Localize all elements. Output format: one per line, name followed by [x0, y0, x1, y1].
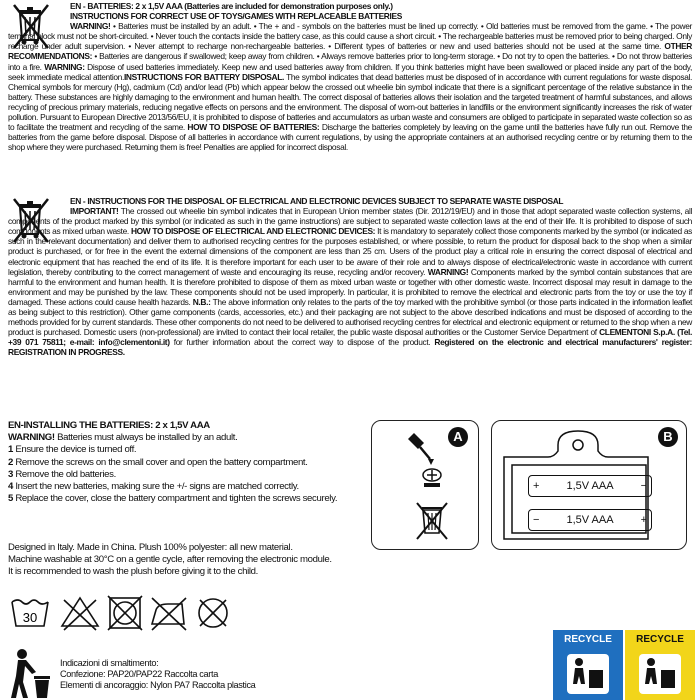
- recycle-figure-icon: [553, 648, 623, 700]
- weee-body: IMPORTANT! The crossed out wheelie bin symbol indicates that in European Union member states (Dir. 2012/19/EU) and in those that adopt separated waste collection systems, all components of the product marked by this symbol (or indicated as such in the game instructions) are subject to separated waste collection laws at the end of their life. It is prohibited to dispose of such components as mixed urban waste. HOW TO DISPOSE OF ELECTRICAL AND ELECTRONIC DEVICES: It is mandatory to separately collect those components marked by the symbol (or indicated as such in the relevant documentation) and deliver them to authorised recycling centres for the purposes established, or where possible, to return the product for disposal back to the shop when a similar product is purchased, or for free in the event the external dimensions of the component are less than 25 cm. Users of the product play a critical role in ensuring the correct disposal of electrical and electronic equipment that has reached the end of its life. It is therefore important for each user to be aware of their role and to always dispose of electrical/electronic waste in accordance with current legislation, thereby contributing to the correct management of waste and encouraging its reuse, recycling and/or recovery. WARNING! Components marked by the symbol contain substances that are harmful to the environment and human health. It is therefore prohibited to dispose of them as mixed urban waste or together with other domestic waste. Incorrect disposal may result in damage to the environment and may be punished by the law. These components should not be used improperly. In particular, it is prohibited to remove the electrical and electronic parts from the toy or use the toy if damaged. These actions could cause health hazards. N.B.: The above information only relates to the parts of the toy marked with the prohibitive symbol (or those parts indicated in the information leaflet as being subject to this restriction). Other game components (cards, accessories, etc.) and their packaging are not subject to the above described indications and must be disposed of according to the methods provided for by current standards. These other components do not need to be delivered to authorised recycling centres for electrical and electronic equipment or returned to the shop when a new product is purchased. Domestic users (non-professional) are invited to contact their local retailer, the public waste disposal authorities or the Customer Service Department of CLEMENTONI S.p.A. (Tel. +39 071 75811; e-mail: info@clementoni.it) for further information about the correct way to dispose of the product. Registered on the electronic and electrical manufacturers' register: REGISTRATION IN PROGRESS.: [8, 206, 693, 358]
- no-iron-icon: [152, 598, 186, 630]
- battery-body: WARNING! • Batteries must be installed by an adult. • The + and - symbols on the batteries must be lined up correctly. • Old batteries must be removed from the game. • The power terminal block must not be short-circuited. • Never touch the contacts inside the battery case, as this could cause a short circuit. • The rechargeable batteries must be removed prior to being charged. Only recharge under adult supervision. • Never attempt to recharge non-rechargeable batteries. • Different types of batteries or new and used batteries should not be used at the same time. OTHER RECOMMENDATIONS: • Batteries are dangerous if swallowed; keep away from children. • Always remove batteries prior to long-term storage. • Do not try to open the batteries. • Do not throw batteries into a fire. WARNING: Dispose of used batteries immediately. Keep new and used batteries away from children. If you think batteries might have been swallowed or placed inside any part of the body, seek immediate medical attention.INSTRUCTIONS FOR BATTERY DISPOSAL. The symbol indicates that dead batteries must be disposed of in accordance with current regulations for waste disposal. Chemical symbols for mercury (Hg), cadmium (Cd) and/or lead (Pb) which appear below the crossed out wheelie bin symbol indicate that there is a significant percentage of the relative substance in the battery. These substances are highly damaging to the environment and human health. The correct disposal of batteries allows their isolation and the targeted treatment of harmful substances, and allows recycling of precious primary materials, reducing negative effects on persons and the environment. The disposal of worn-out batteries in landfills or the environment significantly increases the risk of water pollution. Pursuant to European Directive 2013/56/EU, it is prohibited to dispose of batteries and accumulators as urban waste and consumers are obliged to participate in separated waste collection so as to facilitate the treatment and recycling of the same. HOW TO DISPOSE OF BATTERIES: Discharge the batteries completely by leaving on the game until the batteries have fully run out. Remove the batteries from the game before disposal. Dispose of all batteries in accordance with current regulations, by using the appropriate containers at an authorised recycling centre or by returning them to the shop where they were purchased. Returning them is free! Penalties are applied for incorrect disposal.: [8, 21, 692, 153]
- diagram-panel-a: [371, 420, 479, 550]
- made-line-3: It is recommended to wash the plush before giving it to the child.: [8, 566, 258, 578]
- panel-a-badge: A: [448, 427, 468, 447]
- no-tumble-dry-icon: [108, 596, 142, 630]
- svg-text:30: 30: [22, 610, 38, 625]
- install-step: 2 Remove the screws on the small cover and open the battery compartment.: [8, 456, 308, 468]
- recycle-yellow-badge: RECYCLE: [625, 630, 695, 700]
- battery-title-2: INSTRUCTIONS FOR CORRECT USE OF TOYS/GAMES WITH REPLACEABLE BATTERIES: [70, 11, 402, 22]
- no-bleach-icon: [62, 598, 98, 630]
- battery-title-1: EN - BATTERIES: 2 x 1,5V AAA (Batteries are included for demonstration purposes only.): [70, 1, 393, 11]
- screwdriver-diagram: [394, 429, 454, 544]
- crossed-bin-small-icon: [417, 503, 447, 539]
- install-step: 1 Ensure the device is turned off.: [8, 444, 137, 456]
- weee-title: EN - INSTRUCTIONS FOR THE DISPOSAL OF ELECTRICAL AND ELECTRONIC DEVICES SUBJECT TO SEPARATE WASTE DISPOSAL: [70, 196, 564, 206]
- product-info: [8, 542, 368, 579]
- made-line-2: Machine washable at 30°C on a gentle cycle, after removing the electronic module.: [8, 554, 332, 566]
- install-step: 5 Replace the cover, close the battery compartment and tighten the screws securely.: [8, 493, 338, 505]
- install-instructions: [8, 420, 368, 505]
- install-step: 3 Remove the old batteries.: [8, 468, 116, 480]
- recycle-blue-badge: RECYCLE: [553, 630, 623, 700]
- disposal-line-1: Confezione: PAP20/PAP22 Raccolta carta: [60, 669, 218, 679]
- weee-instructions: [8, 196, 692, 358]
- made-line-1: Designed in Italy. Made in China. Plush 100% polyester: all new material.: [8, 542, 293, 553]
- battery-1: + 1,5V AAA −: [528, 475, 652, 497]
- recycle-figure-icon: [625, 648, 695, 700]
- battery-2: − 1,5V AAA +: [528, 509, 652, 531]
- install-title: EN-INSTALLING THE BATTERIES: 2 x 1,5V AAA: [8, 420, 210, 431]
- care-icons: [8, 592, 238, 632]
- battery-instructions: [8, 1, 692, 152]
- diagram-panel-b: [491, 420, 687, 550]
- no-dry-clean-icon: [199, 599, 227, 627]
- disposal-line-2: Elementi di ancoraggio: Nylon PA7 Raccolta plastica: [60, 680, 256, 690]
- install-warning: WARNING! Batteries must always be installed by an adult.: [8, 432, 238, 444]
- disposal-title: Indicazioni di smaltimento:: [60, 658, 159, 668]
- wash-30-icon: [12, 600, 48, 626]
- panel-b-badge: B: [658, 427, 678, 447]
- tidyman-icon: [8, 648, 54, 700]
- install-step: 4 Insert the new batteries, making sure the +/- signs are matched correctly.: [8, 481, 299, 493]
- disposal-info: [60, 658, 360, 691]
